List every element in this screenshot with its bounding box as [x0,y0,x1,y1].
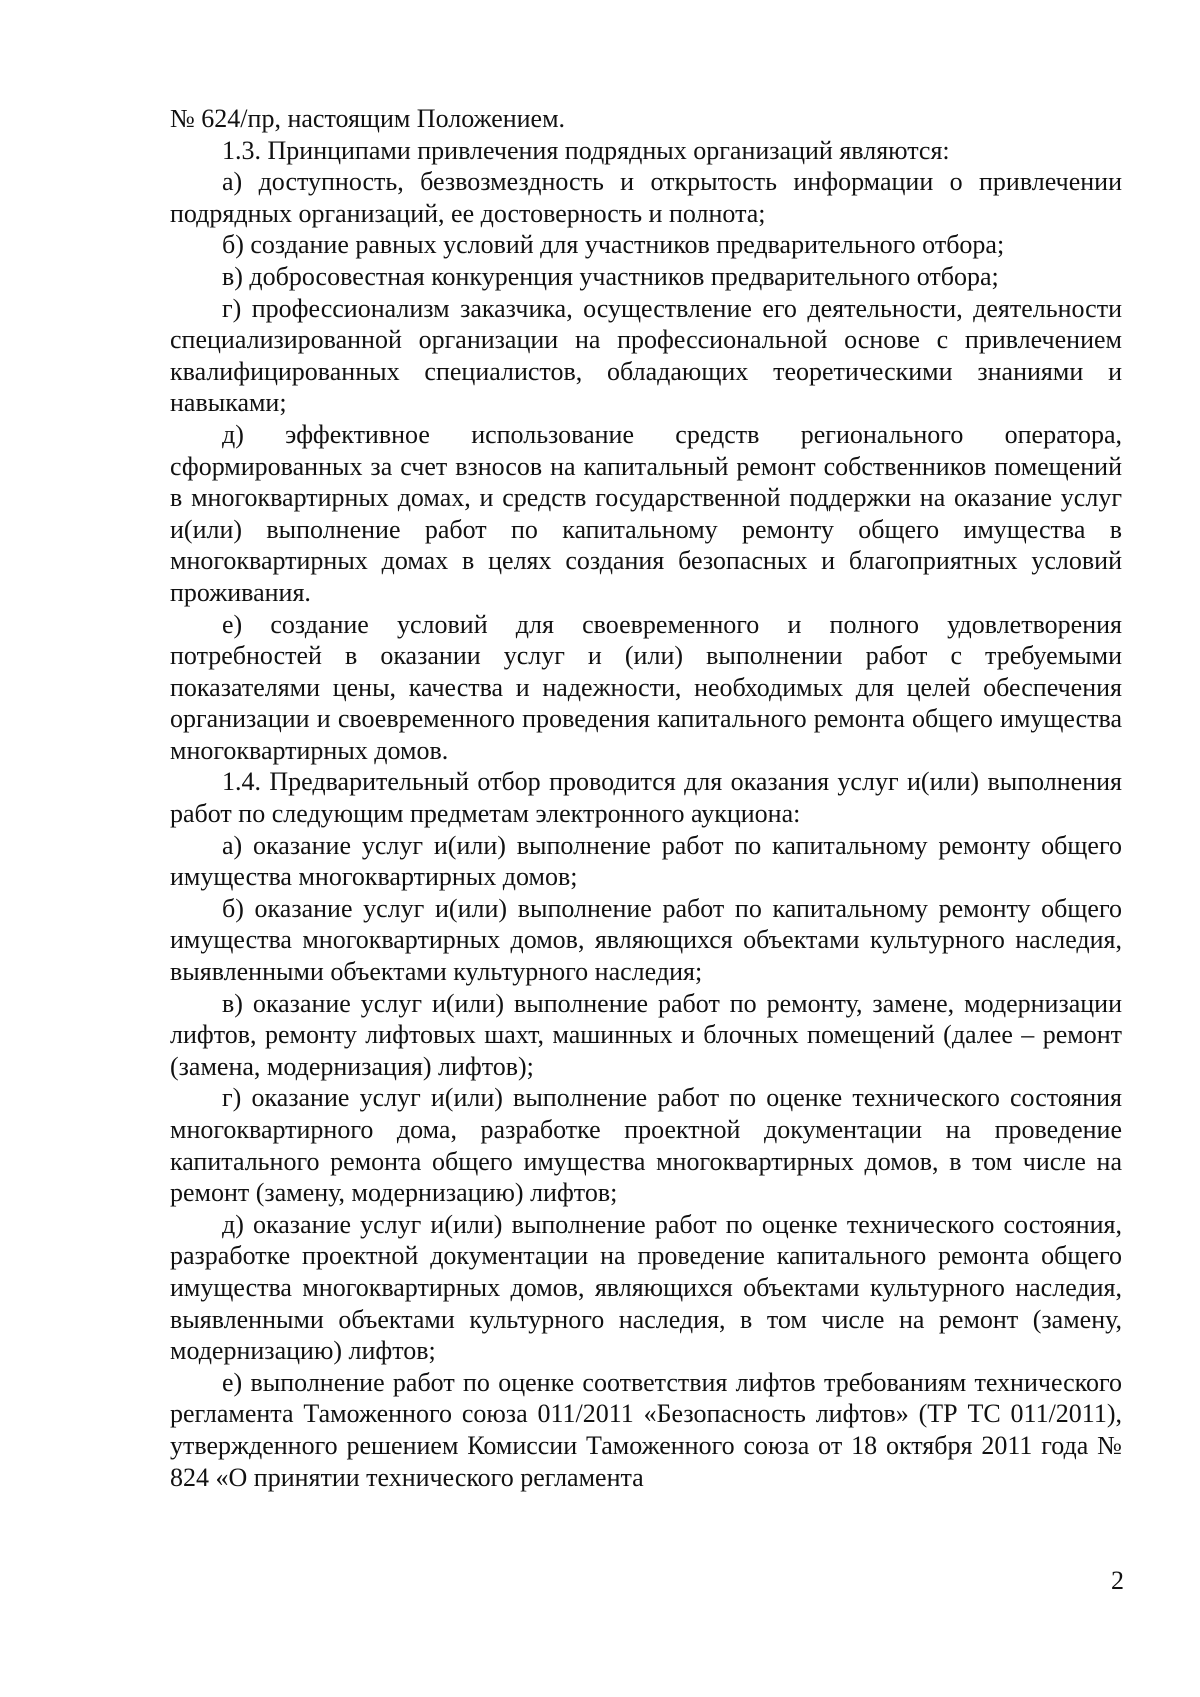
paragraph-1-3-d: д) эффективное использование средств регионального оператора, сформированных за счет взносов на капитальный ремонт собственников помещений в многоквартирных домах, и средств государственной поддержки на оказание услуг и(или) выполнение работ по капитальному ремонту общего имущества в многоквартирных домах в целях создания безопасных и благоприятных условий проживания. [170,419,1122,607]
paragraph-1-4-heading: 1.4. Предварительный отбор проводится для оказания услуг и(или) выполнения работ по следующим предметам электронного аукциона: [170,767,1122,829]
document-body [170,103,1122,1493]
paragraph-1-4-b: б) оказание услуг и(или) выполнение работ по капитальному ремонту общего имущества многоквартирных домов, являющихся объектами культурного наследия, выявленными объектами культурного наследия; [170,893,1122,987]
paragraph-1-3-a: а) доступность, безвозмездность и открытость информации о привлечении подрядных организаций, ее достоверность и полнота; [170,167,1122,228]
paragraph-1-3-v: в) добросовестная конкуренция участников предварительного отбора; [222,261,999,291]
paragraph-1-3-b: б) создание равных условий для участников предварительного отбора; [222,230,1005,260]
paragraph-1-3-e: е) создание условий для своевременного и полного удовлетворения потребностей в оказании услуг и (или) выполнении работ с требуемыми показателями цены, качества и надежности, необходимых для целей обеспечения организации и своевременного проведения капитального ремонта общего имущества многоквартирных домов. [170,609,1122,765]
paragraph-continuation: № 624/пр, настоящим Положением. [170,104,566,133]
paragraph-1-4-e: е) выполнение работ по оценке соответствия лифтов требованиям технического регламента Таможенного союза 011/2011 «Безопасность лифтов» (ТР ТС 011/2011), утвержденного решением Комиссии Таможенного союза от 18 октября 2011 года № 824 «О принятии технического регламента [170,1367,1122,1492]
page-number: 2 [1111,1566,1124,1595]
paragraph-1-3-heading: 1.3. Принципами привлечения подрядных организаций являются: [222,135,950,165]
paragraph-1-4-g: г) оказание услуг и(или) выполнение работ по оценке технического состояния многоквартирного дома, разработке проектной документации на проведение капитального ремонта общего имущества многоквартирных домов, в том числе на ремонт (замену, модернизацию) лифтов; [170,1083,1122,1208]
paragraph-1-4-d: д) оказание услуг и(или) выполнение работ по оценке технического состояния, разработке проектной документации на проведение капитального ремонта общего имущества многоквартирных домов, являющихся объектами культурного наследия, выявленными объектами культурного наследия, в том числе на ремонт (замену, модернизацию) лифтов; [170,1209,1122,1366]
paragraph-1-4-a: а) оказание услуг и(или) выполнение работ по капитальному ремонту общего имущества многоквартирных домов; [170,830,1122,892]
paragraph-1-4-v: в) оказание услуг и(или) выполнение работ по ремонту, замене, модернизации лифтов, ремонту лифтовых шахт, машинных и блочных помещений (далее – ремонт (замена, модернизация) лифтов); [170,988,1122,1081]
paragraph-1-3-g: г) профессионализм заказчика, осуществление его деятельности, деятельности специализированной организации на профессиональной основе с привлечением квалифицированных специалистов, обладающих теоретическими знаниями и навыками; [170,293,1122,418]
